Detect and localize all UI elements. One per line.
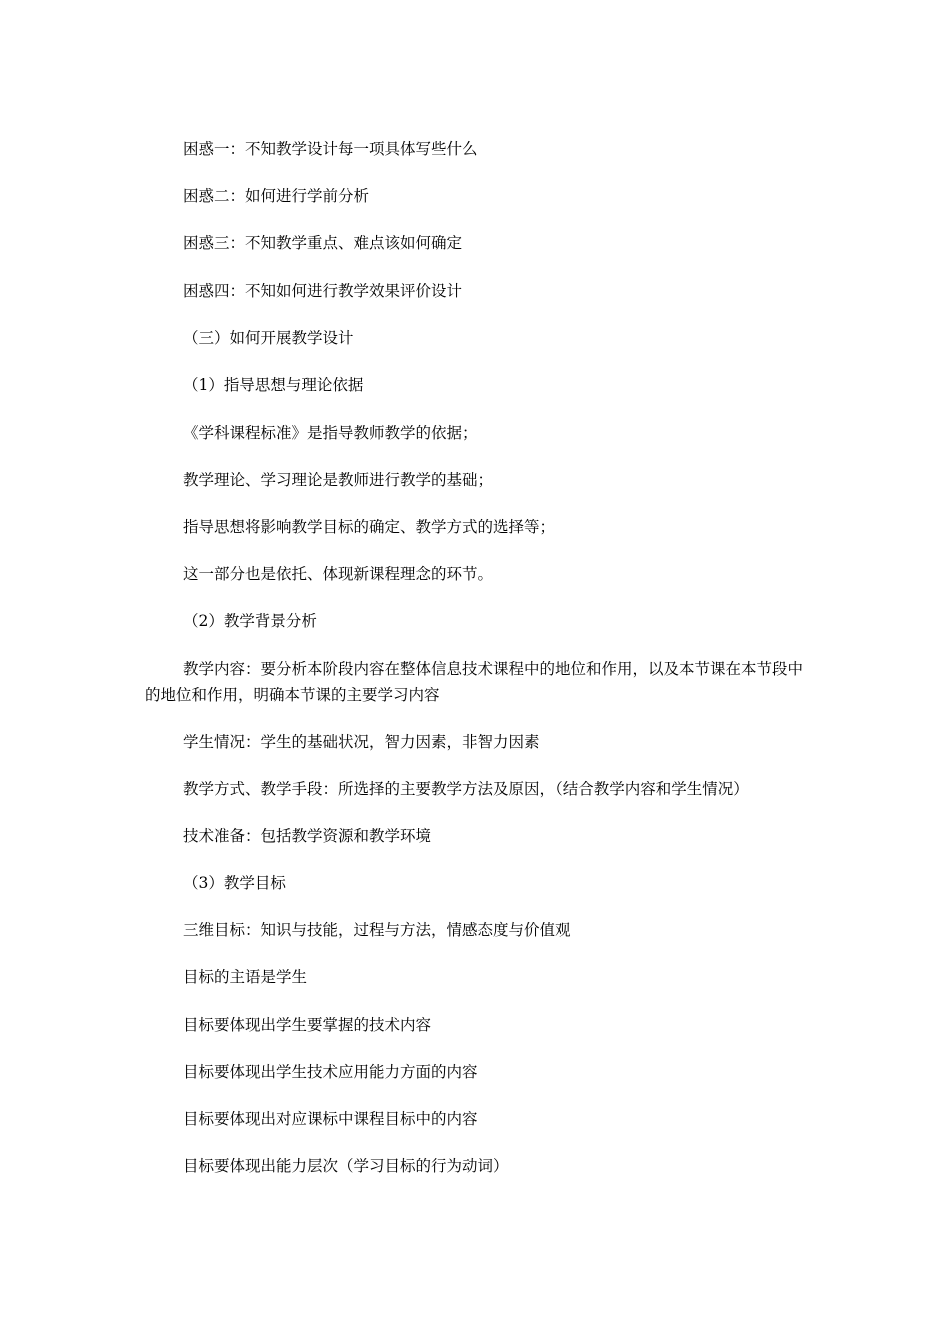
paragraph-curriculum-concept: 这一部分也是依托、体现新课程理念的环节。 <box>183 565 494 583</box>
paragraph-confusion-1: 困惑一：不知教学设计每一项具体写些什么 <box>183 140 478 158</box>
paragraph-teaching-content: 教学内容：要分析本阶段内容在整体信息技术课程中的地位和作用，以及本节课在本节段中的地位和作用，明确本节课的主要学习内容 <box>145 660 804 704</box>
paragraph-confusion-3: 困惑三：不知教学重点、难点该如何确定 <box>183 234 463 252</box>
section-heading-3: （三）如何开展教学设计 <box>183 329 354 347</box>
paragraph-technical-prep: 技术准备：包括教学资源和教学环境 <box>183 827 432 845</box>
paragraph-theory: 教学理论、学习理论是教师进行教学的基础； <box>183 471 494 489</box>
subsection-heading-2: （2）教学背景分析 <box>183 612 317 630</box>
subsection-heading-1: （1）指导思想与理论依据 <box>183 376 364 394</box>
paragraph-teaching-methods: 教学方式、教学手段：所选择的主要教学方法及原因，（结合教学内容和学生情况） <box>183 780 749 798</box>
subsection-heading-3: （3）教学目标 <box>183 874 286 892</box>
paragraph-goal-ability-level: 目标要体现出能力层次（学习目标的行为动词） <box>183 1157 509 1175</box>
paragraph-three-dim-goals: 三维目标：知识与技能，过程与方法，情感态度与价值观 <box>183 921 571 939</box>
paragraph-goal-curriculum: 目标要体现出对应课标中课程目标中的内容 <box>183 1110 478 1128</box>
paragraph-confusion-2: 困惑二：如何进行学前分析 <box>183 187 370 205</box>
paragraph-goal-tech-content: 目标要体现出学生要掌握的技术内容 <box>183 1016 432 1034</box>
paragraph-guiding-thought: 指导思想将影响教学目标的确定、教学方式的选择等； <box>183 518 556 536</box>
paragraph-standard: 《学科课程标准》是指导教师教学的依据； <box>183 424 478 442</box>
paragraph-goal-subject: 目标的主语是学生 <box>183 968 308 986</box>
paragraph-student-situation: 学生情况：学生的基础状况，智力因素，非智力因素 <box>183 733 540 751</box>
paragraph-goal-tech-ability: 目标要体现出学生技术应用能力方面的内容 <box>183 1063 478 1081</box>
paragraph-confusion-4: 困惑四：不知如何进行教学效果评价设计 <box>183 282 463 300</box>
